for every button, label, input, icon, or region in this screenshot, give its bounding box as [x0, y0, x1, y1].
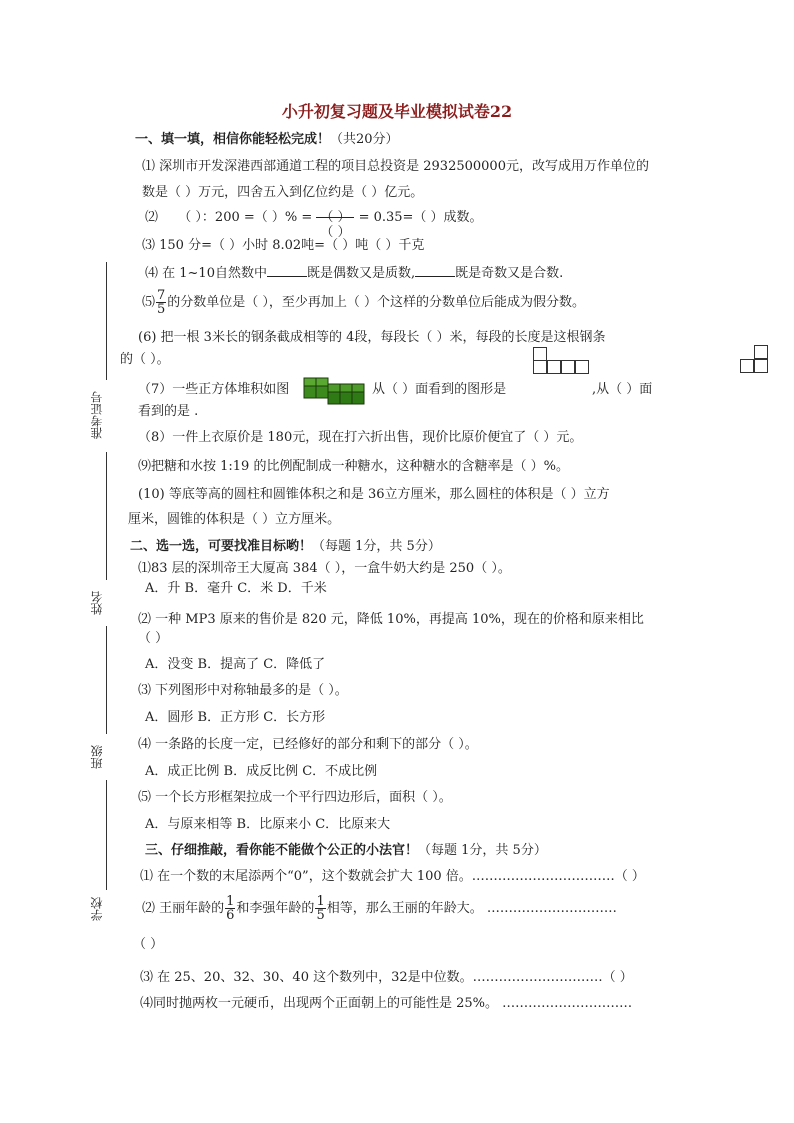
s1-q7-part3: ,从（ ）面 — [592, 382, 653, 397]
s1-q10-line2: 厘米，圆锥的体积是（ ）立方厘米。 — [128, 512, 341, 527]
side-label-school: 学校 — [90, 897, 104, 921]
s1-q1-line2: 数是（ ）万元，四舍五入到亿位约是（ ）亿元。 — [142, 185, 424, 200]
s2-q2-options: A．没变 B．提高了 C．降低了 — [145, 657, 326, 672]
s2-q1-options: A．升 B．毫升 C．米 D．千米 — [145, 581, 327, 596]
s2-q2-line1: ⑵ 一种 MP3 原来的售价是 820 元，降低 10%，再提高 10%，现在的价格和原来相比 — [138, 612, 644, 627]
exam-title: 小升初复习题及毕业模拟试卷22 — [281, 102, 513, 121]
s3-q2-fraction-1: $\frac{1}{6}$ — [226, 894, 235, 923]
s2-q1: ⑴83 层的深圳帝王大厦高 384（ ），一盒牛奶大约是 250（ ）。 — [138, 561, 511, 576]
s3-q1: ⑴ 在一个数的末尾添两个“0”，这个数就会扩大 100 倍。……………………………（ ） — [140, 869, 645, 884]
s1-q5-fraction: $\frac{7}{5}$ — [157, 288, 166, 317]
s1-q3: ⑶ 150 分=（ ）小时 8.02吨=（ ）吨（ ）千克 — [142, 238, 425, 253]
s3-q2: ⑵ 王丽年龄的 $\frac{1}{6}$ 和李强年龄的 $\frac{1}{5}$ 相等，那么王丽的年龄大。 ………………………… — [142, 894, 617, 923]
s2-q4: ⑷ 一条路的长度一定，已经修好的部分和剩下的部分（ ）。 — [138, 737, 478, 752]
cube-stack-icon — [302, 376, 366, 408]
s1-q10-line1: (10) 等底等高的圆柱和圆锥体积之和是 36立方厘米，那么圆柱的体积是（ ）立方 — [138, 487, 610, 502]
binding-line-2 — [106, 452, 107, 580]
side-label-exam-number: 准考证号 — [90, 391, 104, 439]
s3-q4: ⑷同时抛两枚一元硬币，出现两个正面朝上的可能性是 25%。 ………………………… — [140, 996, 633, 1011]
s1-q9: ⑼把糖和水按 1:19 的比例配制成一种糖水，这种糖水的含糖率是（ ）%。 — [138, 459, 569, 474]
s2-q3: ⑶ 下列图形中对称轴最多的是（ ）。 — [138, 683, 348, 698]
s1-q7-line1: （7）一些正方体堆积如图 — [138, 382, 290, 397]
binding-line-3 — [106, 626, 107, 734]
s3-q2-fraction-2: $\frac{1}{5}$ — [316, 894, 325, 923]
s1-q7-line2: 看到的是 . — [138, 404, 199, 419]
section1-heading: 一、填一填，相信你能轻松完成！（共20分） — [135, 132, 399, 147]
binding-line-4 — [106, 780, 107, 890]
side-label-name: 姓名 — [90, 591, 104, 615]
section3-heading: 三、仔细推敲，看你能不能做个公正的小法官！（每题 1分，共 5分） — [145, 843, 547, 858]
s2-q4-options: A．成正比例 B．成反比例 C．不成比例 — [145, 764, 378, 779]
s1-q5: ⑸ $\frac{7}{5}$ 的分数单位是（ ），至少再加上（ ）个这样的分数单位后能成为假分数。 — [142, 288, 586, 317]
s1-q2: ⑵ （ ）：200 =（ ）% = （ ） （ ） = 0.35=（ ）成数。 — [145, 203, 483, 233]
s1-q1-line1: ⑴ 深圳市开发深港西部通道工程的项目总投资是 2932500000元，改写成用万作单位的 — [142, 159, 649, 174]
s3-q2-answer-paren: （ ） — [133, 937, 164, 952]
section2-heading: 二、选一选，可要找准目标哟！（每题 1分，共 5分） — [130, 539, 441, 554]
s2-q2-line2: （ ） — [138, 631, 169, 646]
s1-q6-line2: 的（ ）。 — [120, 352, 170, 367]
s1-q2-fraction: （ ） （ ） — [316, 203, 354, 232]
side-label-class: 班级 — [90, 745, 104, 769]
s1-q6-line1: (6) 把一根 3米长的钢条截成相等的 4段，每段长（ ）米，每段的长度是这根钢条 — [138, 330, 606, 345]
side-view-figure — [740, 345, 770, 377]
s3-q3: ⑶ 在 25、20、32、30、40 这个数列中，32是中位数。…………………………（ ） — [140, 970, 633, 985]
binding-line-1 — [106, 262, 107, 380]
s2-q3-options: A．圆形 B．正方形 C．长方形 — [145, 710, 326, 725]
s2-q5: ⑸ 一个长方形框架拉成一个平行四边形后，面积（ ）。 — [138, 790, 452, 805]
front-view-figure — [533, 347, 593, 377]
s1-q4: ⑷ 在 1~10自然数中 既是偶数又是质数, 既是奇数又是合数. — [145, 266, 564, 281]
s2-q5-options: A．与原来相等 B．比原来小 C．比原来大 — [145, 817, 391, 832]
s1-q8: （8）一件上衣原价是 180元，现在打六折出售，现价比原价便宜了（ ）元。 — [138, 430, 583, 445]
s1-q7-part2: 从（ ）面看到的图形是 — [372, 382, 507, 397]
s1-q4-blank-2[interactable] — [415, 264, 455, 277]
s1-q4-blank-1[interactable] — [267, 264, 307, 277]
